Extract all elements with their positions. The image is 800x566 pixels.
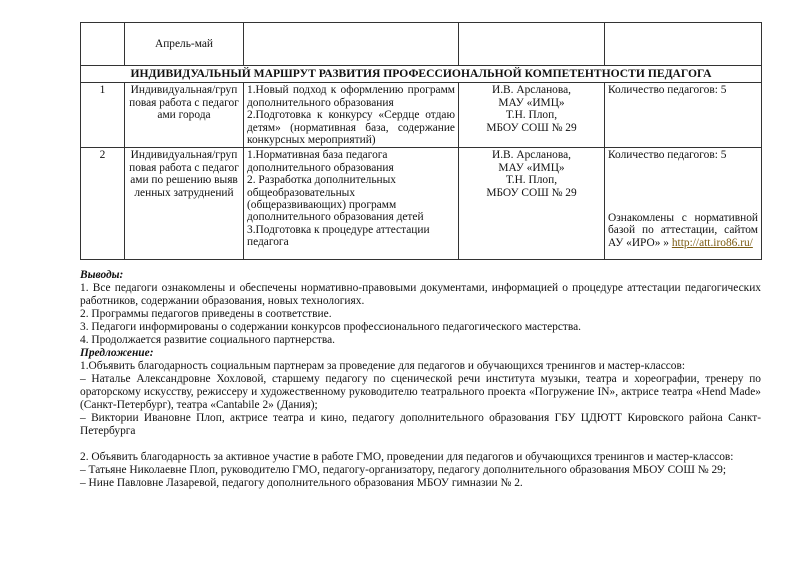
proposal-item: – Нине Павловне Лазаревой, педагогу дополнительного образования МБОУ гимназии № 2. (80, 477, 523, 489)
cell-responsible (459, 148, 605, 260)
table-row (81, 23, 762, 66)
proposal-item: – Татьяне Николаевне Плоп, руководителю ГМО, педагогу-организатору, педагогу дополнительного образования МБОУ СОШ № 29; (80, 464, 727, 476)
proposal-item: – Наталье Александровне Хохловой, старшему педагогу по сценической речи института музыки, театра и хореографии, тренеру по ораторскому искусству, режиссеру и художественному руководителю театрального проекта «Погружение IN», актрисе театра «Hend Made» (Санкт-Петербург), театра «Cantabile 2» (Дания); (80, 373, 761, 411)
responsible-line: МБОУ СОШ № 29 (486, 121, 577, 134)
section-title: ИНДИВИДУАЛЬНЫЙ МАРШРУТ РАЗВИТИЯ ПРОФЕССИОНАЛЬНОЙ КОМПЕТЕНТНОСТИ ПЕДАГОГА (81, 66, 762, 83)
proposal-paragraph: 2. Объявить благодарность за активное участие в работе ГМО, проведении для педагогов и обучающихся тренингов и мастер-классов: (80, 451, 734, 463)
content-item: 1.Нормативная база педагога дополнительного образования (247, 149, 394, 174)
cell-form: Индивидуальная/групповая работа с педагогами города (125, 83, 244, 148)
cell-empty (605, 23, 762, 66)
responsible-line: Т.Н. Плоп, (505, 174, 558, 187)
result-count: Количество педагогов: 5 (608, 149, 727, 162)
content-item: 2.Подготовка к конкурсу «Сердце отдаю детям» (нормативная база, содержание конкурсных мероприятий) (247, 109, 455, 147)
section-title-row (81, 66, 762, 83)
conclusions-heading: Выводы: (80, 269, 124, 281)
cell-empty (244, 23, 459, 66)
cell-num: 2 (81, 148, 125, 260)
proposal-paragraph: 1.Объявить благодарность социальным партнерам за проведение для педагогов и обучающихся тренингов и мастер-классов: (80, 360, 686, 372)
blank-line (80, 438, 761, 451)
responsible-line: Т.Н. Плоп, (505, 109, 558, 122)
iro-link[interactable]: http://att.iro86.ru/ (671, 236, 753, 249)
conclusion-item: 1. Все педагоги ознакомлены и обеспечены нормативно-правовыми документами, информацией о процедуре аттестации педагогических работников, содержании образования, новых технологиях. (80, 282, 761, 307)
content-item: 1.Новый подход к оформлению программ дополнительного образования (247, 84, 455, 109)
notes-section (80, 269, 761, 490)
responsible-line: МАУ «ИМЦ» (498, 161, 565, 174)
cell-content (244, 83, 459, 148)
cell-form: Индивидуальная/групповая работа с педагогами по решению выявленных затруднений (125, 148, 244, 260)
responsible-line: И.В. Арсланова, (491, 84, 571, 97)
table-row (81, 148, 762, 260)
cell-content (244, 148, 459, 260)
cell-result: Количество педагогов: 5 (605, 83, 762, 148)
cell-period: Апрель-май (125, 23, 244, 66)
cell-responsible (459, 83, 605, 148)
cell-num: 1 (81, 83, 125, 148)
conclusion-item: 2. Программы педагогов приведены в соответствие. (80, 308, 332, 320)
conclusion-item: 4. Продолжается развитие социального партнерства. (80, 334, 336, 346)
responsible-line: И.В. Арсланова, (491, 149, 571, 162)
content-item: 2. Разработка дополнительных общеобразовательных (общеразвивающих) программ дополнительного образования детей (247, 174, 424, 224)
responsible-line: МБОУ СОШ № 29 (486, 186, 577, 199)
content-item: 3.Подготовка к процедуре аттестации педагога (247, 223, 430, 249)
proposal-heading: Предложение: (80, 347, 154, 359)
cell-num (81, 23, 125, 66)
responsible-line: МАУ «ИМЦ» (498, 96, 565, 109)
cell-empty (459, 23, 605, 66)
conclusion-item: 3. Педагоги информированы о содержании конкурсов профессионального педагогического мастерства. (80, 321, 582, 333)
table-row (81, 83, 762, 148)
result-note: Ознакомлены с нормативной базой по аттестации, сайтом АУ «ИРО» » (608, 211, 758, 249)
plan-table (80, 22, 762, 260)
proposal-item: – Виктории Ивановне Плоп, актрисе театра и кино, педагогу дополнительного образования ГБУ ЦДЮТТ Кировского района Санкт-Петербурга (80, 412, 761, 437)
cell-result (605, 148, 762, 260)
